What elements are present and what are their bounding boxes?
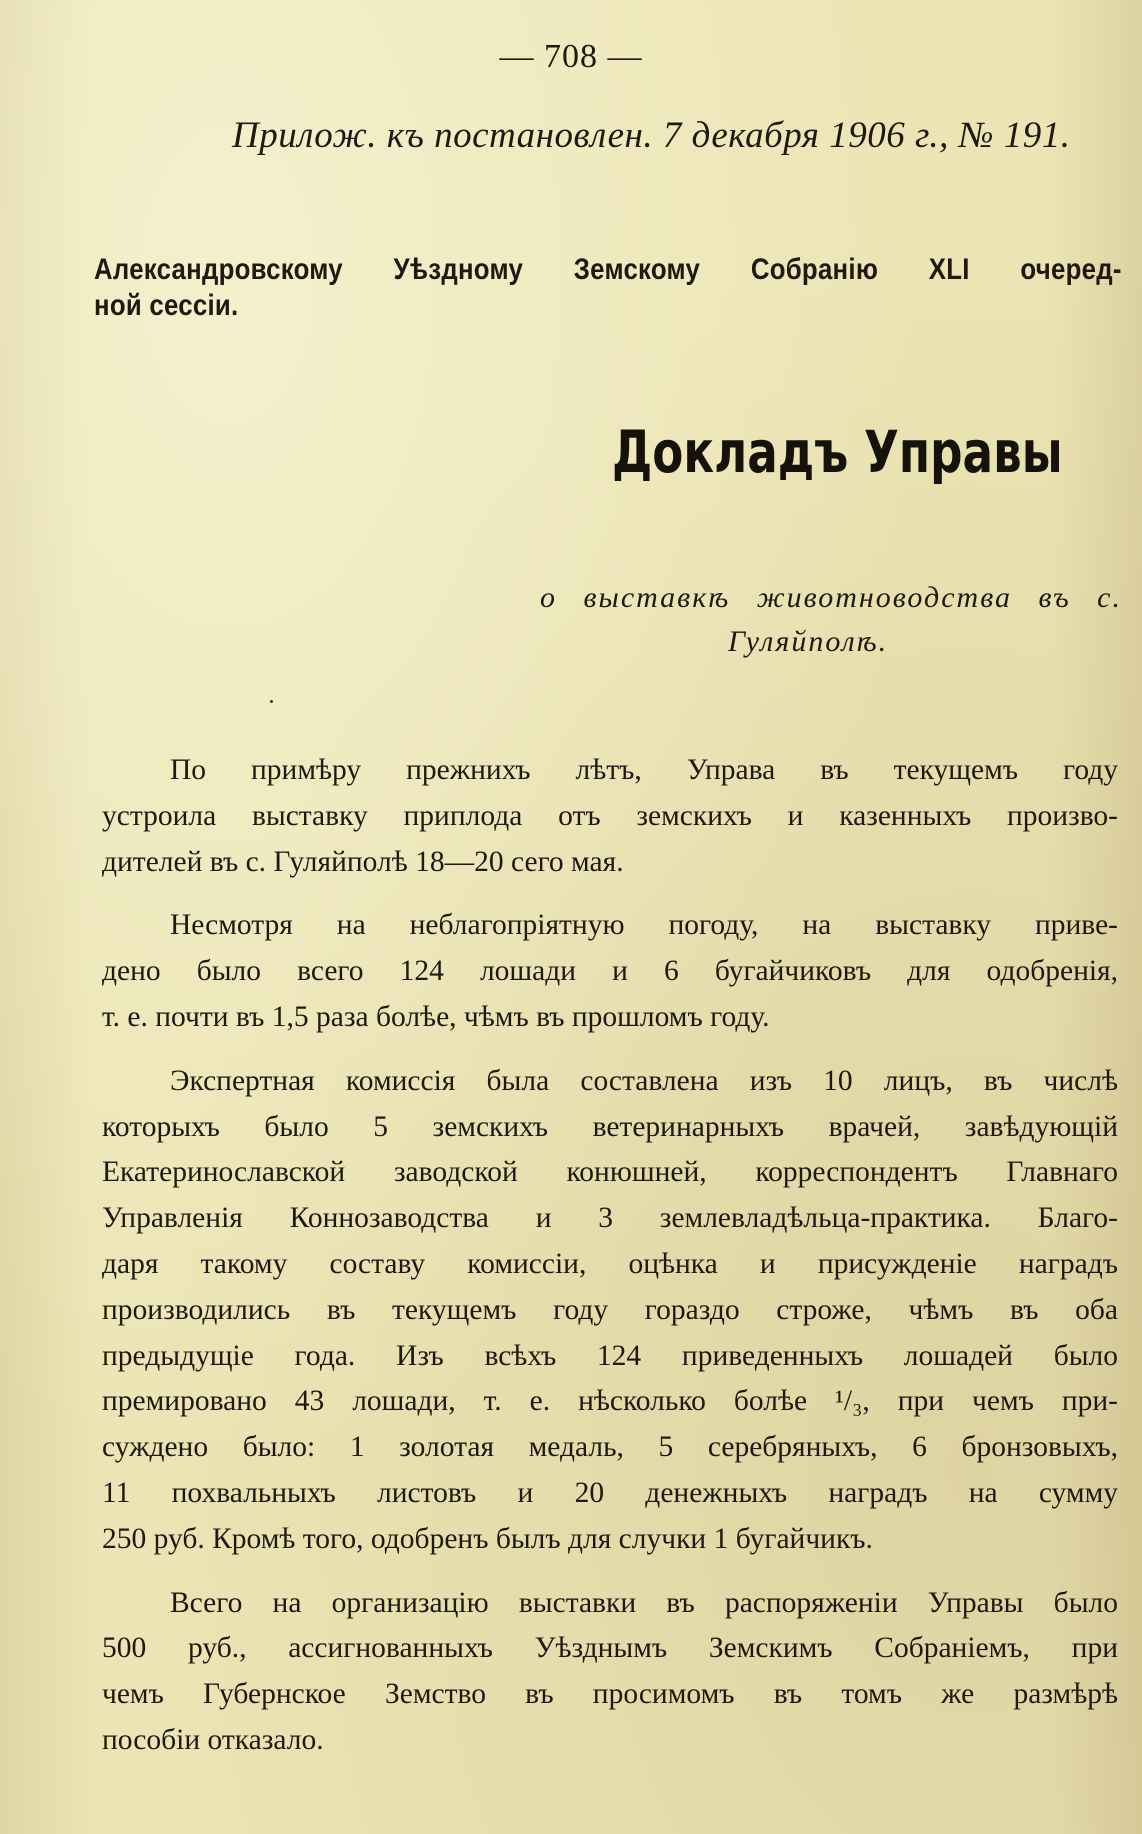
paragraph-1 [102,748,1118,885]
text-line: 11 похвальныхъ листовъ и 20 денежныхъ наградъ на сумму [102,1476,1118,1509]
paragraph-3 [102,1059,1118,1563]
text-line: пособіи отказало. [102,1723,324,1756]
page-number: — 708 — [499,38,643,75]
addressee-heading [94,252,1122,324]
text-line: т. е. почти въ 1,5 раза болѣе, чѣмъ въ прошломъ году. [102,1000,770,1033]
text-line: устроила выставку приплода отъ земскихъ и казенныхъ произво- [102,799,1118,832]
addressee-line-2: ной сессіи. [94,289,239,322]
subtitle-line-1: о выставкѣ животноводства въ с. [540,581,1122,614]
text-line: Всего на организацію выставки въ распоряженіи Управы было [170,1586,1118,1619]
report-title: Докладъ Управы [612,418,1063,486]
text-line: чемъ Губернское Земство въ просимомъ въ томъ же размѣрѣ [102,1678,1118,1711]
text-line: предыдущіе года. Изъ всѣхъ 124 приведенныхъ лошадей было [102,1339,1118,1372]
text-line: дено было всего 124 лошади и 6 бугайчиковъ для одобренія, [102,955,1118,988]
text-line: производились въ текущемъ году гораздо строже, чѣмъ въ оба [102,1293,1118,1326]
text-line: 500 руб., ассигнованныхъ Уѣзднымъ Земскимъ Собраніемъ, при [102,1632,1118,1665]
text-line: дителей въ с. Гуляйполѣ 18—20 сего мая. [102,845,624,878]
text-line: Несмотря на неблагопріятную погоду, на выставку приве- [170,909,1118,942]
text-line: По примѣру прежнихъ лѣтъ, Управа въ текущемъ году [170,754,1118,786]
addressee-line-1: Александровскому Уѣздному Земскому Собранію XLI очеред- [94,253,1122,286]
subtitle-line-2: Гуляйполѣ. [728,625,889,658]
ink-speck [270,700,273,703]
text-line: премировано 43 лошади, т. е. нѣсколько болѣе ¹/₃, при чемъ при- [102,1385,1118,1418]
text-line: Экспертная комиссія была составлена изъ 10 лицъ, въ числѣ [170,1064,1118,1097]
paragraph-2 [102,903,1118,1040]
text-line: Управленія Коннозаводства и 3 землевладѣльца-практика. Благо- [102,1202,1118,1235]
text-line: суждено было: 1 золотая медаль, 5 серебряныхъ, 6 бронзовыхъ, [102,1431,1118,1464]
appendix-note: Прилож. къ постановлен. 7 декабря 1906 г., № 191. [232,115,1071,156]
body-text [102,748,1118,1782]
text-line: Екатеринославской заводской конюшней, корреспондентъ Главнаго [102,1156,1118,1189]
text-line: даря такому составу комиссіи, оцѣнка и присужденіе наградъ [102,1247,1118,1280]
text-line: которыхъ было 5 земскихъ ветеринарныхъ врачей, завѣдующій [102,1110,1118,1143]
report-subtitle [540,576,1122,664]
text-line: 250 руб. Кромѣ того, одобренъ былъ для случки 1 бугайчикъ. [102,1522,873,1555]
paragraph-4 [102,1581,1118,1764]
